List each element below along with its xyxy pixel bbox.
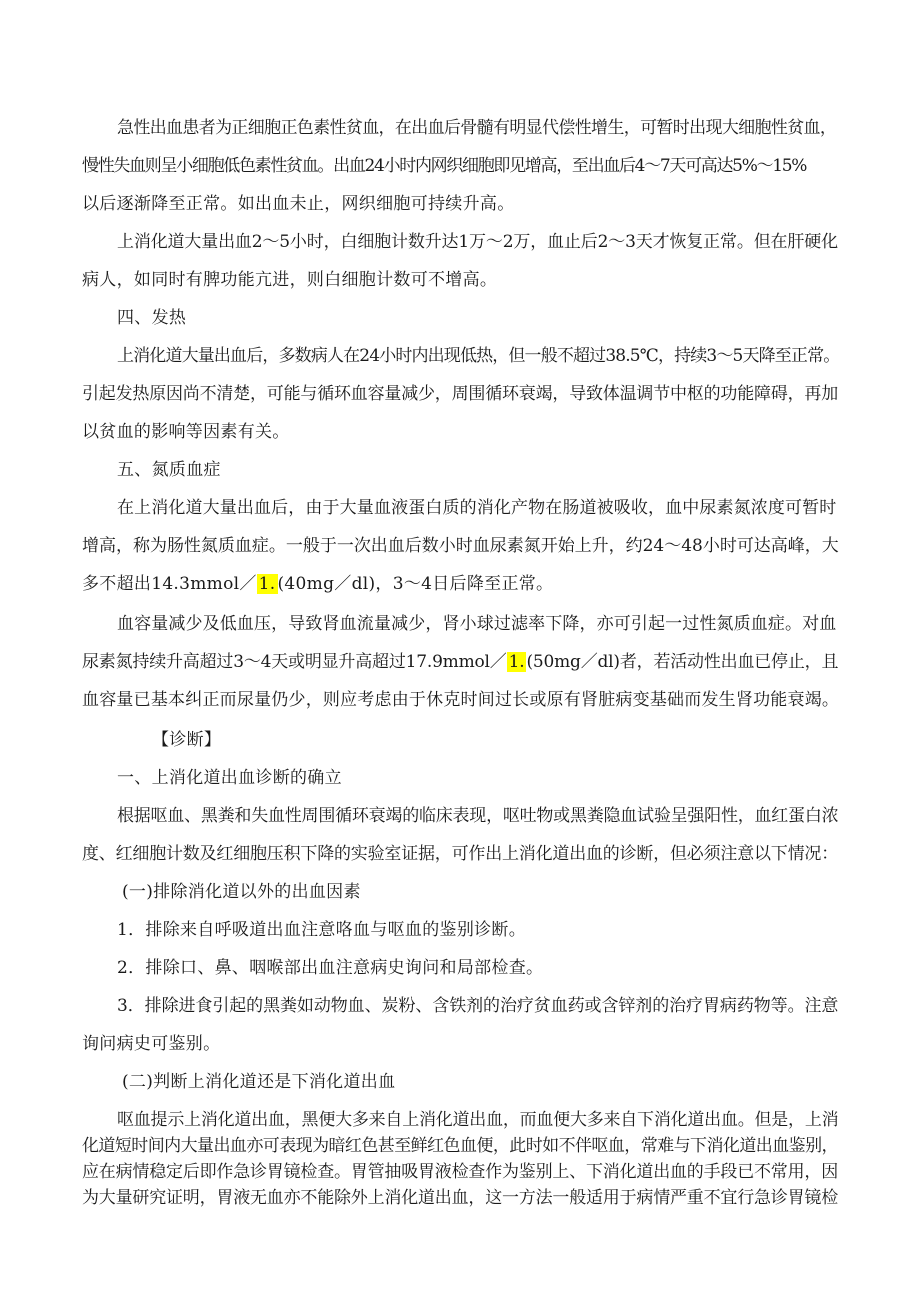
heading-diagnosis-1-line-1: 一、上消化道出血诊断的确立: [117, 768, 342, 788]
para-fever-line-3: 以贫血的影响等因素有关。: [82, 422, 290, 442]
para-fever-line-2: 引起发热原因尚不清楚，可能与循环血容量减少，周围循环衰竭，导致体温调节中枢的功能障碍，再加: [82, 384, 838, 404]
para-upper-lower-line-2: 化道短时间内大量出血亦可表现为暗红色甚至鲜红色血便，此时如不伴呕血，常难与下消化道出血鉴别，: [82, 1136, 838, 1156]
para-anemia-line-2: 慢性失血则呈小细胞低色素性贫血。出血24小时内网织细胞即见增高，至出血后4～7天可高达5%～15%: [82, 156, 807, 176]
subheading-upper-lower-line-1: (二)判断上消化道还是下消化道出血: [122, 1072, 396, 1092]
text-before-highlight: 多不超出14.3mmol／: [82, 574, 257, 594]
para-renal-line-3: 血容量已基本纠正而尿量仍少，则应考虑由于休克时间过长或原有肾脏病变基础而发生肾功能衰竭。: [82, 690, 840, 710]
para-renal-line-1: 血容量减少及低血压，导致肾血流量减少，肾小球过滤率下降，亦可引起一过性氮质血症。对血: [117, 614, 837, 634]
para-leukocyte-line-2: 病人，如同时有脾功能亢进，则白细胞计数可不增高。: [82, 270, 498, 290]
para-anemia-line-1: 急性出血患者为正细胞正色素性贫血，在出血后骨髓有明显代偿性增生，可暂时出现大细胞性贫血，: [117, 118, 837, 138]
para-upper-lower-line-1: 呕血提示上消化道出血，黑便大多来自上消化道出血，而血便大多来自下消化道出血。但是，上消: [117, 1110, 839, 1130]
item-1-line-1: 1．排除来自呼吸道出血注意咯血与呕血的鉴别诊断。: [117, 920, 527, 940]
para-anemia-line-3: 以后逐渐降至正常。如出血未止，网织细胞可持续升高。: [82, 194, 515, 214]
para-renal-line-2: [82, 650, 838, 674]
text-after-highlight: (50mg／dl)者，若活动性出血已停止，且: [526, 652, 839, 672]
item-3-line-1: 3．排除进食引起的黑粪如动物血、炭粉、含铁剂的治疗贫血药或含锌剂的治疗胃病药物等。注意: [117, 996, 839, 1016]
para-diagnosis-line-1: 根据呕血、黑粪和失血性周围循环衰竭的临床表现，呕吐物或黑粪隐血试验呈强阳性，血红蛋白浓: [117, 806, 839, 826]
para-azotemia-line-2: 增高，称为肠性氮质血症。一般于一次出血后数小时血尿素氮开始上升，约24～48小时可达高峰，大: [82, 536, 839, 556]
para-azotemia-line-3: [82, 572, 553, 596]
heading-fever-line-1: 四、发热: [117, 308, 187, 328]
heading-azotemia-line-1: 五、氮质血症: [117, 460, 221, 480]
para-azotemia-line-1: 在上消化道大量出血后，由于大量血液蛋白质的消化产物在肠道被吸收，血中尿素氮浓度可暂时: [117, 498, 837, 518]
text-after-highlight: (40mg／dl)，3～4日后降至正常。: [277, 574, 554, 594]
para-upper-lower-line-4: 为大量研究证明，胃液无血亦不能除外上消化道出血，这一方法一般适用于病情严重不宜行急诊胃镜检: [82, 1188, 838, 1208]
heading-diagnosis-line-1: 【诊断】: [152, 730, 222, 750]
para-upper-lower-line-3: 应在病情稳定后即作急诊胃镜检查。胃管抽吸胃液检查作为鉴别上、下消化道出血的手段已不常用，因: [82, 1162, 838, 1182]
para-diagnosis-line-2: 度、红细胞计数及红细胞压积下降的实验室证据，可作出上消化道出血的诊断，但必须注意以下情况：: [82, 844, 838, 864]
highlighted-text: 1.: [258, 574, 276, 594]
item-3-line-2: 询问病史可鉴别。: [82, 1034, 221, 1054]
para-fever-line-1: 上消化道大量出血后，多数病人在24小时内出现低热，但一般不超过38.5℃，持续3～5天降至正常。: [117, 346, 840, 366]
item-2-line-1: 2．排除口、鼻、咽喉部出血注意病史询问和局部检查。: [117, 958, 544, 978]
highlighted-text: 1.: [508, 652, 525, 672]
para-leukocyte-line-1: 上消化道大量出血2～5小时，白细胞计数升达1万～2万，血止后2～3天才恢复正常。但在肝硬化: [117, 232, 838, 252]
subheading-exclude-line-1: (一)排除消化道以外的出血因素: [122, 882, 361, 902]
text-before-highlight: 尿素氮持续升高超过3～4天或明显升高超过17.9mmol／: [82, 652, 507, 672]
